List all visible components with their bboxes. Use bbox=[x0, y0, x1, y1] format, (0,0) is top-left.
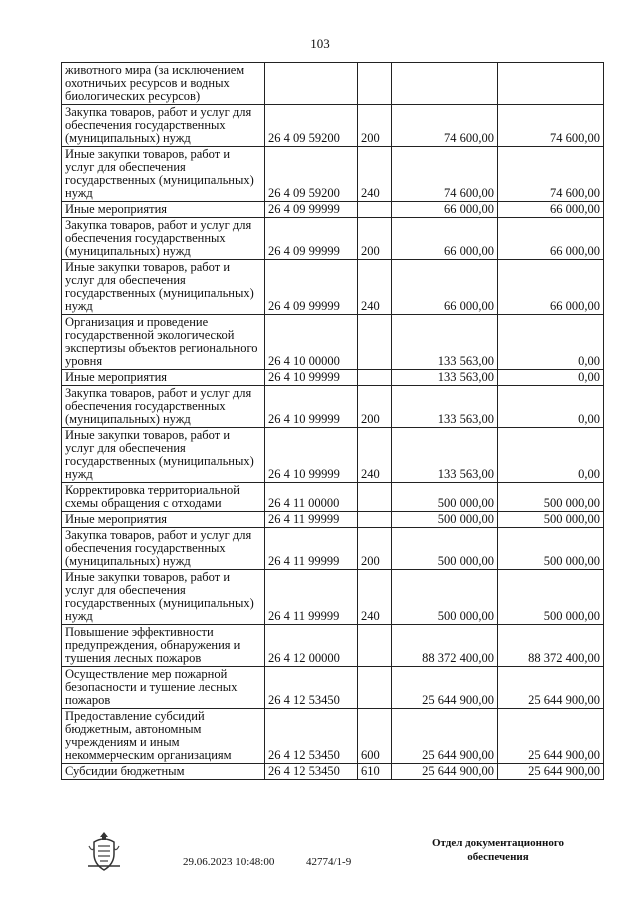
cell-expense-type: 240 bbox=[358, 147, 392, 202]
cell-target-code: 26 4 09 99999 bbox=[265, 260, 358, 315]
cell-amount-1: 500 000,00 bbox=[392, 570, 498, 625]
cell-name: Осуществление мер пожарной безопасности и тушение лесных пожаров bbox=[62, 667, 265, 709]
table-row bbox=[62, 63, 604, 105]
cell-target-code: 26 4 11 99999 bbox=[265, 528, 358, 570]
cell-target-code: 26 4 12 53450 bbox=[265, 709, 358, 764]
cell-amount-1: 25 644 900,00 bbox=[392, 709, 498, 764]
department-stamp bbox=[398, 836, 598, 864]
cell-expense-type bbox=[358, 315, 392, 370]
cell-target-code: 26 4 09 99999 bbox=[265, 202, 358, 218]
cell-target-code: 26 4 12 00000 bbox=[265, 625, 358, 667]
cell-amount-2: 74 600,00 bbox=[498, 105, 604, 147]
cell-expense-type: 240 bbox=[358, 260, 392, 315]
cell-amount-1: 74 600,00 bbox=[392, 147, 498, 202]
cell-name: Закупка товаров, работ и услуг для обеспечения государственных (муниципальных) нужд bbox=[62, 528, 265, 570]
table-row bbox=[62, 218, 604, 260]
cell-name: Закупка товаров, работ и услуг для обеспечения государственных (муниципальных) нужд bbox=[62, 386, 265, 428]
cell-amount-2: 0,00 bbox=[498, 370, 604, 386]
table-row bbox=[62, 709, 604, 764]
table-row bbox=[62, 528, 604, 570]
table-row bbox=[62, 147, 604, 202]
table-row bbox=[62, 386, 604, 428]
cell-amount-1: 25 644 900,00 bbox=[392, 764, 498, 780]
cell-target-code: 26 4 09 59200 bbox=[265, 147, 358, 202]
cell-amount-1: 133 563,00 bbox=[392, 428, 498, 483]
cell-name: Иные мероприятия bbox=[62, 512, 265, 528]
stamp-line-1: Отдел документационного bbox=[431, 837, 565, 849]
footer-datetime: 29.06.2023 10:48:00 bbox=[183, 856, 275, 868]
cell-amount-2: 0,00 bbox=[498, 315, 604, 370]
cell-expense-type: 240 bbox=[358, 428, 392, 483]
cell-expense-type bbox=[358, 667, 392, 709]
cell-expense-type: 200 bbox=[358, 528, 392, 570]
cell-amount-1: 500 000,00 bbox=[392, 483, 498, 512]
cell-amount-1: 133 563,00 bbox=[392, 386, 498, 428]
cell-name: животного мира (за исключением охотничьих ресурсов и водных биологических ресурсов) bbox=[62, 63, 265, 105]
cell-target-code: 26 4 11 99999 bbox=[265, 570, 358, 625]
cell-expense-type bbox=[358, 625, 392, 667]
cell-name: Иные мероприятия bbox=[62, 202, 265, 218]
cell-expense-type bbox=[358, 202, 392, 218]
page-number: 103 bbox=[310, 36, 330, 51]
cell-expense-type: 200 bbox=[358, 386, 392, 428]
cell-expense-type bbox=[358, 512, 392, 528]
cell-amount-1 bbox=[392, 63, 498, 105]
table-row bbox=[62, 764, 604, 780]
cell-amount-2: 66 000,00 bbox=[498, 260, 604, 315]
cell-target-code: 26 4 09 99999 bbox=[265, 218, 358, 260]
cell-expense-type bbox=[358, 483, 392, 512]
cell-name: Закупка товаров, работ и услуг для обеспечения государственных (муниципальных) нужд bbox=[62, 105, 265, 147]
cell-amount-1: 500 000,00 bbox=[392, 528, 498, 570]
cell-name: Иные закупки товаров, работ и услуг для обеспечения государственных (муниципальных) нужд bbox=[62, 428, 265, 483]
footer-document-id: 42774/1-9 bbox=[306, 856, 352, 868]
cell-amount-1: 74 600,00 bbox=[392, 105, 498, 147]
cell-amount-1: 133 563,00 bbox=[392, 315, 498, 370]
table-row bbox=[62, 667, 604, 709]
cell-expense-type: 610 bbox=[358, 764, 392, 780]
cell-target-code: 26 4 10 99999 bbox=[265, 386, 358, 428]
cell-amount-2: 500 000,00 bbox=[498, 512, 604, 528]
cell-expense-type bbox=[358, 63, 392, 105]
cell-target-code: 26 4 10 00000 bbox=[265, 315, 358, 370]
table-row bbox=[62, 428, 604, 483]
table-row bbox=[62, 315, 604, 370]
cell-amount-1: 66 000,00 bbox=[392, 260, 498, 315]
cell-amount-2: 25 644 900,00 bbox=[498, 764, 604, 780]
table-row bbox=[62, 105, 604, 147]
cell-expense-type bbox=[358, 370, 392, 386]
cell-amount-2: 66 000,00 bbox=[498, 202, 604, 218]
cell-name: Организация и проведение государственной экологической экспертизы объектов регионального уровня bbox=[62, 315, 265, 370]
table-row bbox=[62, 370, 604, 386]
cell-amount-2: 74 600,00 bbox=[498, 147, 604, 202]
cell-target-code: 26 4 10 99999 bbox=[265, 370, 358, 386]
cell-amount-1: 66 000,00 bbox=[392, 218, 498, 260]
cell-name: Закупка товаров, работ и услуг для обеспечения государственных (муниципальных) нужд bbox=[62, 218, 265, 260]
cell-amount-2 bbox=[498, 63, 604, 105]
cell-name: Иные закупки товаров, работ и услуг для обеспечения государственных (муниципальных) нужд bbox=[62, 260, 265, 315]
cell-amount-2: 66 000,00 bbox=[498, 218, 604, 260]
cell-target-code: 26 4 11 00000 bbox=[265, 483, 358, 512]
cell-target-code: 26 4 10 99999 bbox=[265, 428, 358, 483]
table-row bbox=[62, 483, 604, 512]
table-row bbox=[62, 202, 604, 218]
cell-name: Повышение эффективности предупреждения, обнаружения и тушения лесных пожаров bbox=[62, 625, 265, 667]
cell-amount-2: 0,00 bbox=[498, 386, 604, 428]
cell-expense-type: 600 bbox=[358, 709, 392, 764]
cell-name: Предоставление субсидий бюджетным, автономным учреждениям и иным некоммерческим организациям bbox=[62, 709, 265, 764]
cell-expense-type: 200 bbox=[358, 218, 392, 260]
cell-target-code: 26 4 12 53450 bbox=[265, 764, 358, 780]
cell-name: Корректировка территориальной схемы обращения с отходами bbox=[62, 483, 265, 512]
coat-of-arms-emblem bbox=[86, 830, 122, 872]
cell-amount-1: 88 372 400,00 bbox=[392, 625, 498, 667]
cell-name: Иные закупки товаров, работ и услуг для обеспечения государственных (муниципальных) нужд bbox=[62, 147, 265, 202]
stamp-line-2: обеспечения bbox=[467, 851, 529, 863]
cell-amount-1: 25 644 900,00 bbox=[392, 667, 498, 709]
cell-expense-type: 200 bbox=[358, 105, 392, 147]
cell-amount-2: 500 000,00 bbox=[498, 483, 604, 512]
cell-amount-2: 0,00 bbox=[498, 428, 604, 483]
budget-table-body bbox=[62, 63, 604, 780]
cell-amount-1: 500 000,00 bbox=[392, 512, 498, 528]
budget-table bbox=[61, 62, 604, 780]
cell-name: Субсидии бюджетным bbox=[62, 764, 265, 780]
cell-amount-1: 133 563,00 bbox=[392, 370, 498, 386]
cell-amount-1: 66 000,00 bbox=[392, 202, 498, 218]
cell-amount-2: 25 644 900,00 bbox=[498, 709, 604, 764]
cell-target-code bbox=[265, 63, 358, 105]
cell-name: Иные мероприятия bbox=[62, 370, 265, 386]
cell-amount-2: 25 644 900,00 bbox=[498, 667, 604, 709]
cell-expense-type: 240 bbox=[358, 570, 392, 625]
cell-target-code: 26 4 09 59200 bbox=[265, 105, 358, 147]
cell-name: Иные закупки товаров, работ и услуг для обеспечения государственных (муниципальных) нужд bbox=[62, 570, 265, 625]
table-row bbox=[62, 512, 604, 528]
cell-target-code: 26 4 11 99999 bbox=[265, 512, 358, 528]
table-row bbox=[62, 260, 604, 315]
cell-amount-2: 88 372 400,00 bbox=[498, 625, 604, 667]
table-row bbox=[62, 570, 604, 625]
cell-amount-2: 500 000,00 bbox=[498, 528, 604, 570]
cell-amount-2: 500 000,00 bbox=[498, 570, 604, 625]
cell-target-code: 26 4 12 53450 bbox=[265, 667, 358, 709]
table-row bbox=[62, 625, 604, 667]
